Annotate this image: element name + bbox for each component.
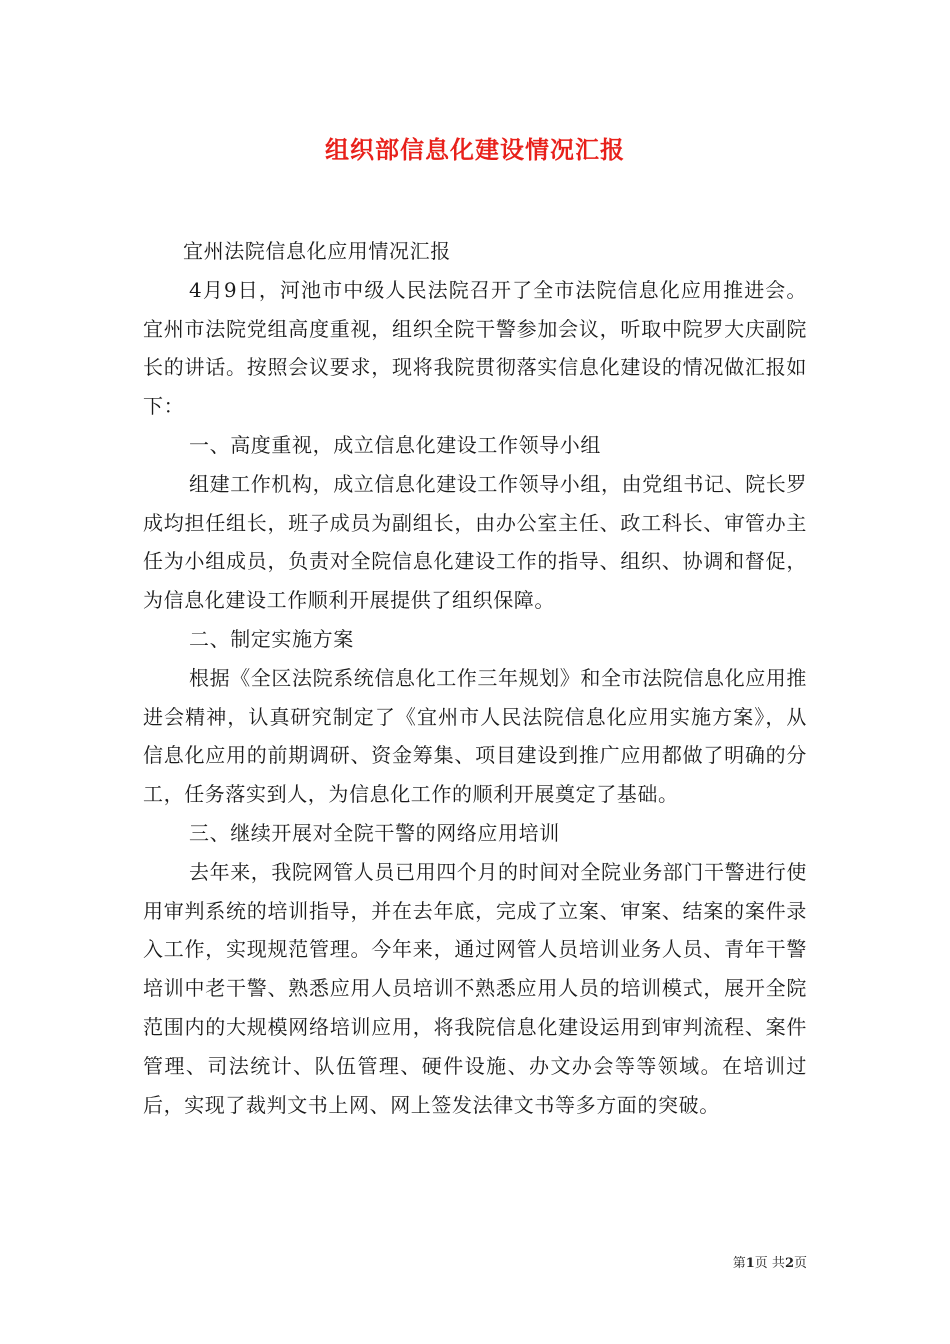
footer-page-number: 1 [745, 1256, 755, 1271]
document-title: 组织部信息化建设情况汇报 [325, 136, 625, 164]
footer-suffix: 页 [793, 1256, 807, 1271]
footer-middle: 页 共 [754, 1256, 785, 1271]
section-heading-2: 二、制定实施方案 [189, 626, 354, 651]
paragraph-section-2: 根据《全区法院系统信息化工作三年规划》和全市法院信息化应用推进会精神，认真研究制定了《宜州市人民法院信息化应用实施方案》，从信息化应用的前期调研、资金筹集、项目建设到推广应用都做了明确的分工，任务落实到人，为信息化工作的顺利开展奠定了基础。 [143, 665, 807, 807]
paragraph-section-1: 组建工作机构，成立信息化建设工作领导小组，由党组书记、院长罗成均担任组长，班子成员为副组长，由办公室主任、政工科长、审管办主任为小组成员，负责对全院信息化建设工作的指导、组织、协调和督促，为信息化建设工作顺利开展提供了组织保障。 [143, 471, 807, 613]
page-footer [733, 1252, 807, 1271]
paragraph-intro: 4月9日，河池市中级人民法院召开了全市法院信息化应用推进会。宜州市法院党组高度重视，组织全院干警参加会议，听取中院罗大庆副院长的讲话。按照会议要求，现将我院贯彻落实信息化建设的情况做汇报如下： [143, 277, 807, 419]
paragraph-section-3: 去年来，我院网管人员已用四个月的时间对全院业务部门干警进行使用审判系统的培训指导，并在去年底，完成了立案、审案、结案的案件录入工作，实现规范管理。今年来，通过网管人员培训业务人员、青年干警培训中老干警、熟悉应用人员培训不熟悉应用人员的培训模式，展开全院范围内的大规模网络培训应用，将我院信息化建设运用到审判流程、案件管理、司法统计、队伍管理、硬件设施、办文办会等等领域。在培训过后，实现了裁判文书上网、网上签发法律文书等多方面的突破。 [143, 859, 807, 1117]
section-heading-1: 一、高度重视，成立信息化建设工作领导小组 [189, 432, 601, 457]
document-subtitle: 宜州法院信息化应用情况汇报 [183, 239, 451, 263]
section-heading-3: 三、继续开展对全院干警的网络应用培训 [189, 820, 560, 845]
footer-total-pages: 2 [784, 1256, 794, 1271]
footer-prefix: 第 [732, 1256, 746, 1271]
document-body [143, 232, 807, 1124]
